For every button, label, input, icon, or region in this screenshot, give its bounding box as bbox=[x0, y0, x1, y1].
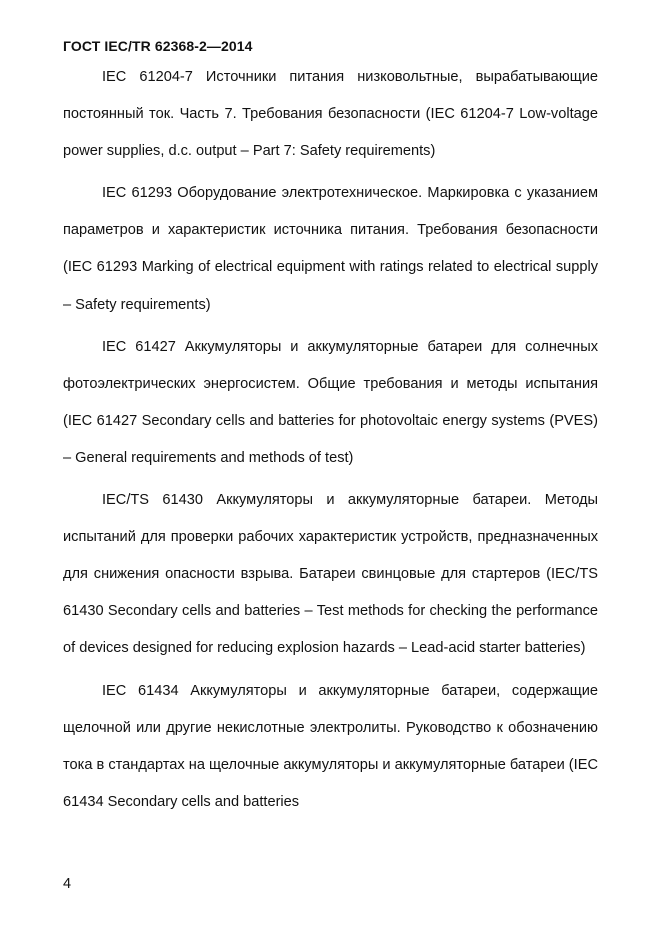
reference-paragraph-iec-61434: IEC 61434 Аккумуляторы и аккумуляторные батареи, содержащие щелочной или другие некислотные электролиты. Руководство к обозначению тока в стандартах на щелочные аккумуляторы и аккумуляторные батареи (IEC 61434 Secondary cells and batteries bbox=[63, 682, 598, 810]
page-number: 4 bbox=[63, 876, 72, 892]
document-header: ГОСТ IEC/TR 62368-2—2014 bbox=[63, 38, 253, 54]
document-body bbox=[63, 59, 598, 821]
reference-paragraph-iec-61427: IEC 61427 Аккумуляторы и аккумуляторные батареи для солнечных фотоэлектрических энергосистем. Общие требования и методы испытания (IEC 61427 Secondary cells and batteries for photovoltaic energy systems (PVES) – General requirements and methods of test) bbox=[63, 338, 598, 466]
reference-paragraph-iec-61204-7: IEC 61204-7 Источники питания низковольтные, вырабатывающие постоянный ток. Часть 7. Требования безопасности (IEC 61204-7 Low-voltage power supplies, d.c. output – Part 7: Safety requirements) bbox=[63, 69, 598, 160]
reference-paragraph-iec-ts-61430: IEC/TS 61430 Аккумуляторы и аккумуляторные батареи. Методы испытаний для проверки рабочих характеристик устройств, предназначенных для снижения опасности взрыва. Батареи свинцовые для стартеров (IEC/TS 61430 Secondary cells and batteries – Test methods for checking the performance of devices designed for reducing explosion hazards – Lead-acid starter batteries) bbox=[63, 492, 598, 657]
reference-paragraph-iec-61293: IEC 61293 Оборудование электротехническое. Маркировка с указанием параметров и характеристик источника питания. Требования безопасности (IEC 61293 Marking of electrical equipment with ratings related to electrical supply – Safety requirements) bbox=[63, 185, 598, 313]
